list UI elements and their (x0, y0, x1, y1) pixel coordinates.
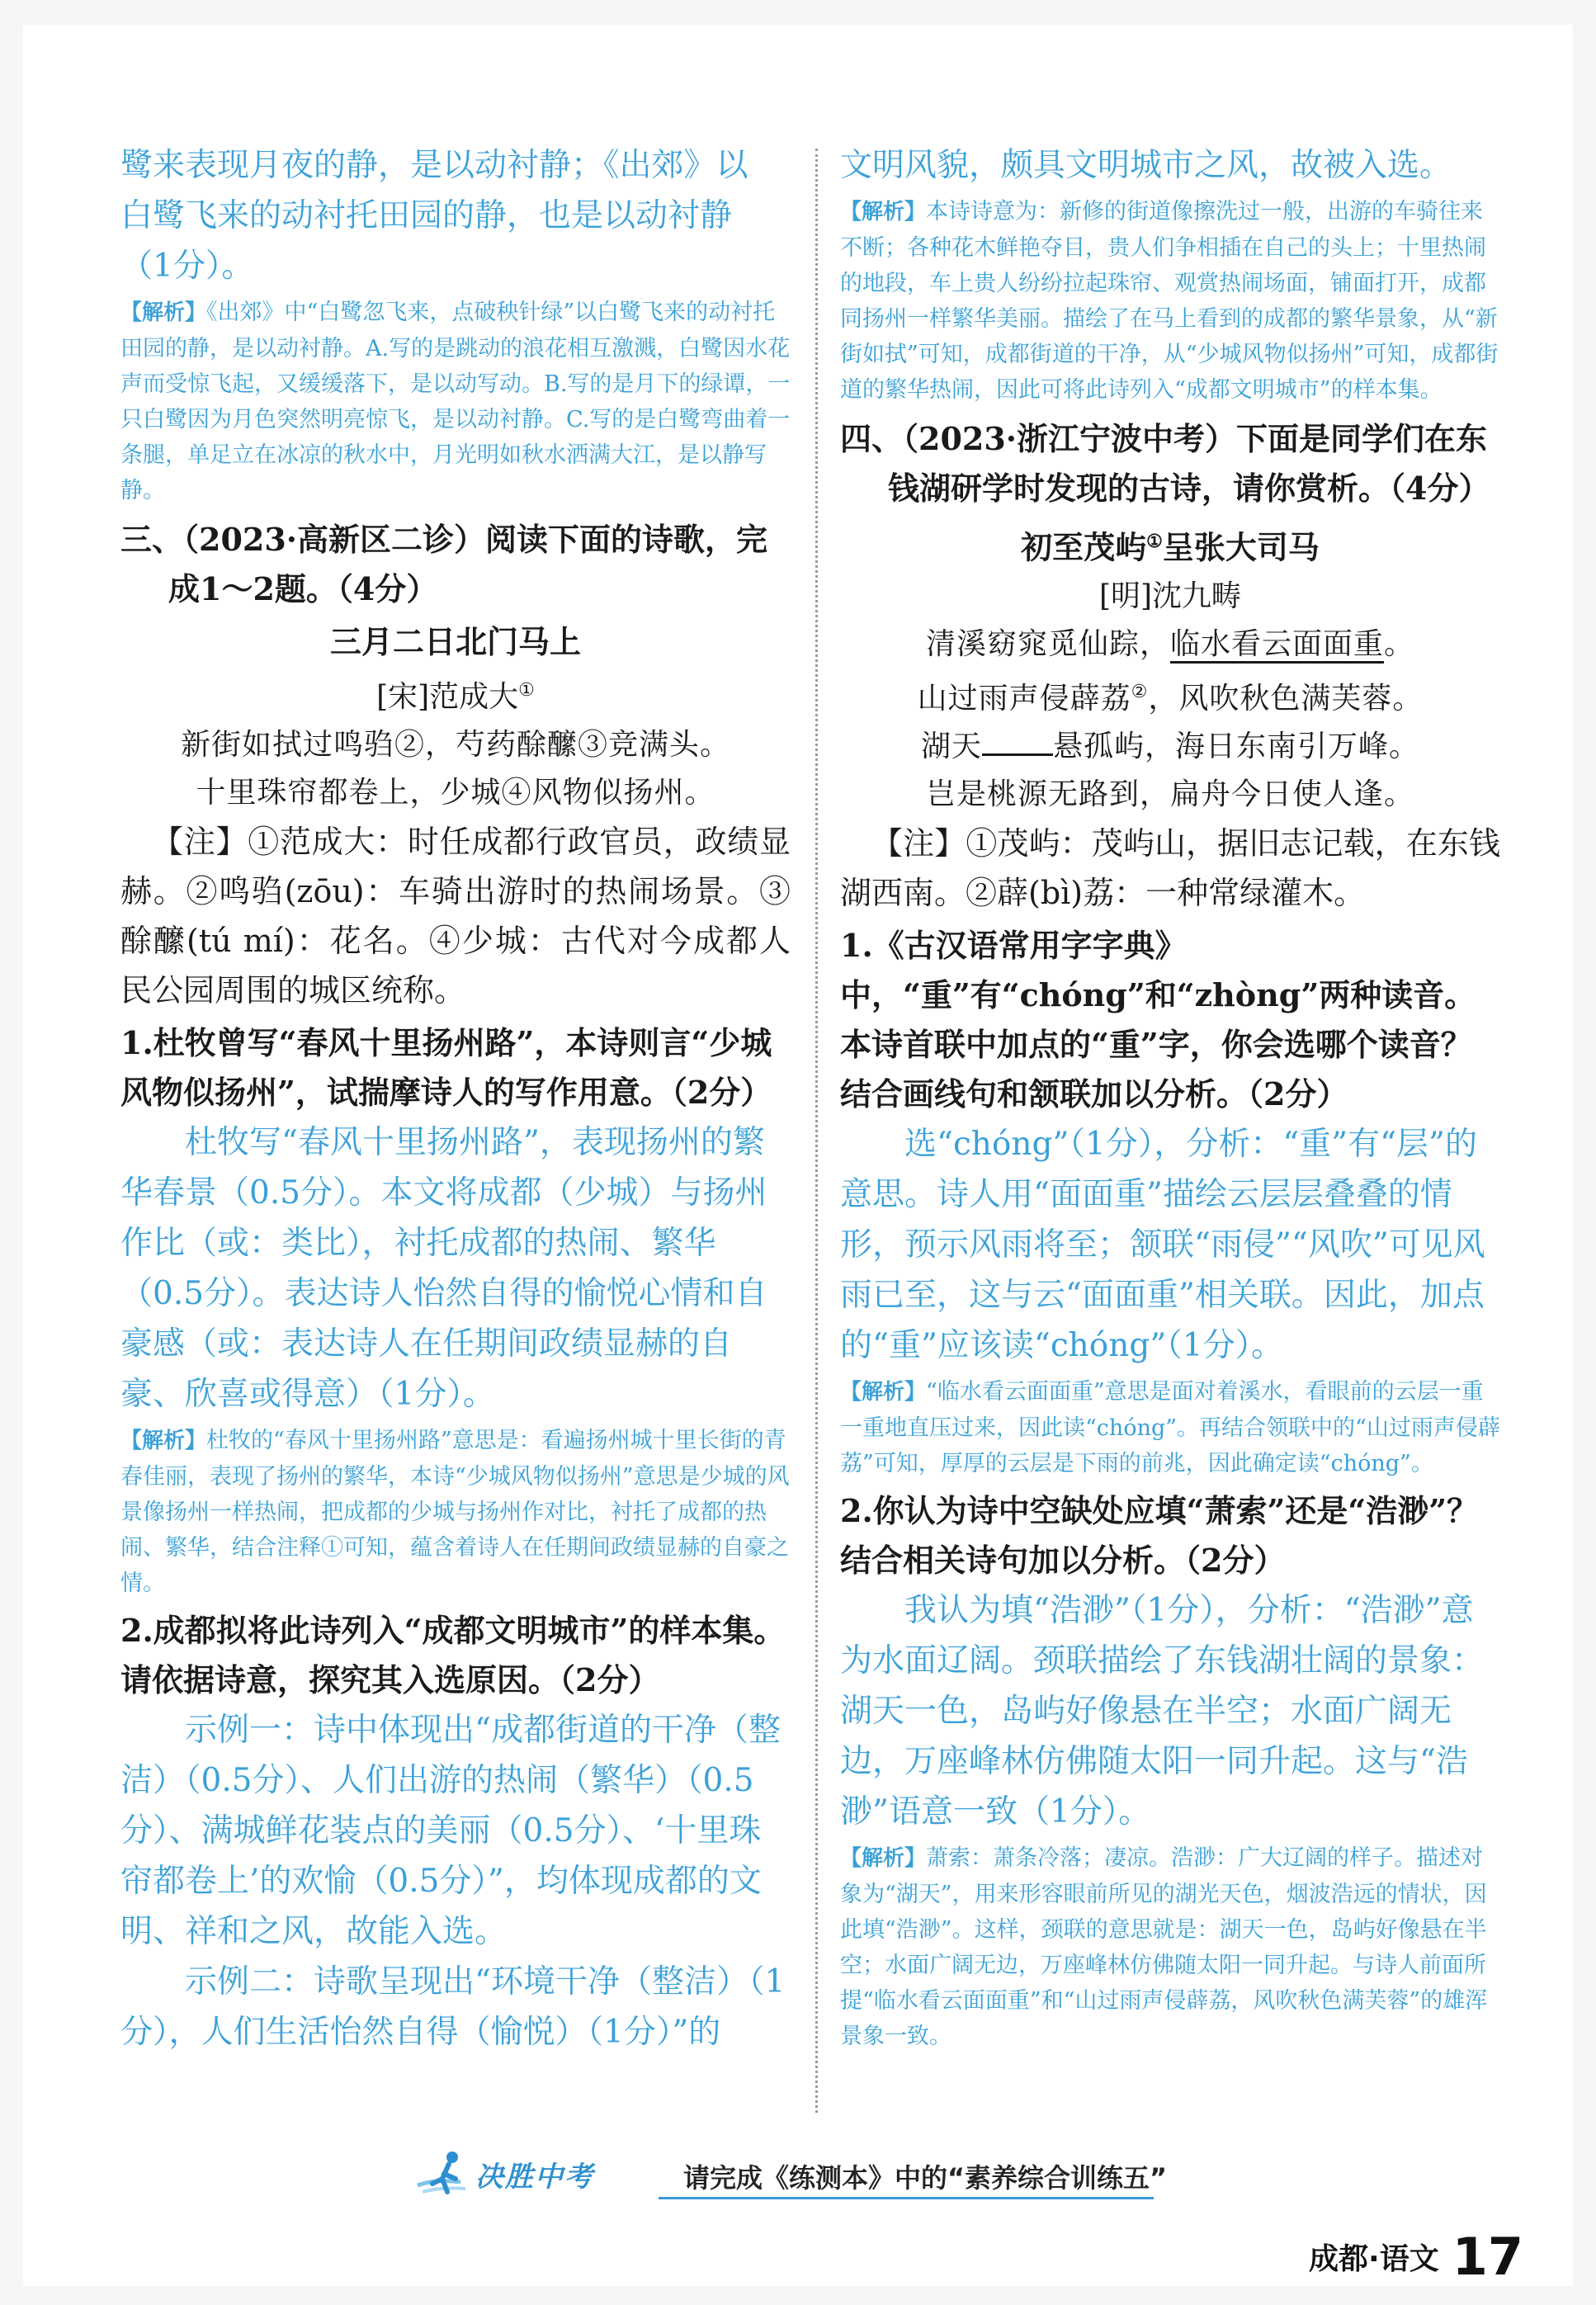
section-heading-line: 三、（2023·高新区二诊）阅读下面的诗歌，完 (120, 521, 767, 558)
poem-author: [宋]范成大① (376, 680, 535, 714)
analysis-note (840, 194, 1500, 408)
left-column (120, 140, 791, 2057)
analysis-tag: 【解析】 (840, 1379, 927, 1405)
poem-annotation: 【注】①范成大：时任成都行政官员，政绩显赫。②鸣驺(zōu)：车骑出游时的热闹场景。③酴醿(tú mí)：花名。④少城：古代对今成都人民公园周围的城区统称。 (120, 824, 791, 1008)
poem-title: 初至茂屿①呈张大司马 (1021, 528, 1320, 566)
section-heading-line: 四、（2023·浙江宁波中考）下面是同学们在东 (840, 420, 1487, 457)
poem-line: 山过雨声侵薜荔②，风吹秋色满芙蓉。 (917, 681, 1424, 716)
workbook-reference: 请完成《练测本》中的“素养综合训练五” (683, 2162, 1168, 2194)
page-number: 17 (1452, 2227, 1523, 2287)
analysis-tag: 【解析】 (840, 1845, 927, 1871)
poem-line: 岂是桃源无路到，扁舟今日使人逢。 (925, 777, 1414, 811)
right-column (840, 140, 1500, 2059)
section-three-heading (120, 515, 791, 614)
section-heading-line: 成1～2题。（4分） (168, 570, 438, 607)
question-2: 2.成都拟将此诗列入“成都文明城市”的样本集。请依据诗意，探究其入选原因。（2分） (120, 1612, 786, 1698)
textbook-page (23, 25, 1573, 2286)
poem-annotation: 【注】①茂屿：茂屿山，据旧志记载，在东钱湖西南。②薜(bì)荔：一种常绿灌木。 (840, 824, 1500, 911)
poem-line: 清溪窈窕觅仙踪，临水看云面面重。 (840, 621, 1500, 668)
poem-line: 新街如拭过鸣驺②，芍药酴醿③竞满头。 (180, 728, 730, 762)
logo-text: 决胜中考 (475, 2161, 594, 2194)
page-info (1309, 2227, 1523, 2287)
analysis-tag: 【解析】 (120, 1429, 207, 1453)
analysis-note (840, 1840, 1500, 2054)
analysis-text: 本诗诗意为：新修的街道像擦洗过一般，出游的车骑往来不断；各种花木鲜艳夺目，贵人们争相插在自己的头上；十里热闹的地段，车上贵人纷纷拉起珠帘、观赏热闹场面，铺面打开，成都同扬州一样繁华美丽。描绘了在马上看到的成都的繁华景象，从“新街如拭”可知，成都街道的干净，从“少城风物似扬州”可知，成都街道的繁华热闹，因此可将此诗列入“成都文明城市”的样本集。 (840, 199, 1499, 403)
analysis-text: “临水看云面面重”意思是面对着溪水，看眼前的云层一重一重地直压过来，因此读“chóng”。再结合领联中的“山过雨声侵薜荔”可知，厚厚的云层是下雨的前兆，因此确定读“chóng”。 (840, 1378, 1500, 1476)
runner-logo-icon (411, 2146, 477, 2203)
analysis-text: 《出郊》中“白鹭忽飞来，点破秧针绿”以白鹭飞来的动衬托田园的静，是以动衬静。A.写的是跳动的浪花相互激溅，白鹭因水花声而受惊飞起，又缓缓落下，是以动写动。B.写的是月下的绿谭，一只白鹭因为月色突然明亮惊飞，是以动衬静。C.写的是白鹭弯曲着一条腿，单足立在冰凉的秋水中，月光明如秋水洒满大江，是以静写静。 (120, 300, 791, 503)
poem-line: 十里珠帘都卷上，少城④风物似扬州。 (196, 776, 715, 810)
analysis-tag: 【解析】 (120, 300, 207, 325)
analysis-text: 萧索：萧条冷落；凄凉。浩渺：广大辽阔的样子。描述对象为“湖天”，用来形容眼前所见的湖光天色，烟波浩远的情状，因此填“浩渺”。这样，颈联的意思就是：湖天一色，岛屿好像悬在半空；水面广阔无边，万座峰林仿佛随太阳一同升起。与诗人前面所提“临水看云面面重”和“山过雨声侵薜荔，风吹秋色满芙蓉”的雄浑景象一致。 (840, 1844, 1488, 2049)
analysis-note (120, 1423, 791, 1601)
answer-2-example-2: 示例二：诗歌呈现出“环境干净（整洁）（1分），人们生活怡然自得（愉悦）（1分）”的 (120, 1963, 786, 2051)
question-2: 2.你认为诗中空缺处应填“萧索”还是“浩渺”？结合相关诗句加以分析。（2分） (840, 1491, 1479, 1579)
answer-2: 我认为填“浩渺”（1分），分析：“浩渺”意为水面辽阔。颈联描绘了东钱湖壮阔的景象：湖天一色，岛屿好像悬在半空；水面广阔无边，万座峰林仿佛随太阳一同升起。这与“浩渺”语意一致（1分）。 (840, 1591, 1485, 1830)
question-1: 1.《古汉语常用字字典》中，“重”有“chóng”和“zhòng”两种读音。本诗首联中加点的“重”字，你会选哪个读音？结合画线句和颔联加以分析。（2分） (840, 926, 1476, 1112)
footer-underline (659, 2197, 1154, 2199)
poem-author: [明]沈九畴 (1098, 579, 1242, 613)
answer-continuation-line: 鹭来表现月夜的静，是以动衬静；《出郊》以 (120, 147, 748, 184)
footer-banner (411, 2146, 1203, 2203)
poem-line: 湖天 悬孤屿，海日东南引万峰。 (920, 729, 1420, 763)
answer-1: 杜牧写“春风十里扬州路”，表现扬州的繁华春景（0.5分）。本文将成都（少城）与扬州作比（或：类比），衬托成都的热闹、繁华（0.5分）。表达诗人怡然自得的愉悦心情和自豪感（或：表达诗人在任期间政绩显赫的自豪、欣喜或得意）（1分）。 (120, 1124, 767, 1413)
brand-logo (411, 2146, 650, 2203)
underlined-line: 临水看云面面重 (1170, 627, 1384, 664)
answer-2-example-1: 示例一：诗中体现出“成都街道的干净（整洁）（0.5分）、人们出游的热闹（繁华）（0.5分）、满城鲜花装点的美丽（0.5分）、‘十里珠帘都卷上’的欢愉（0.5分）”，均体现成都的文明、祥和之风，故能入选。 (120, 1712, 781, 1950)
analysis-tag: 【解析】 (840, 200, 927, 224)
answer-continuation-line: 白鹭飞来的动衬托田园的静，也是以动衬静 (120, 197, 733, 234)
book-label: 成都·语文 (1309, 2242, 1439, 2276)
answer-continuation-line: （1分）。 (120, 248, 254, 285)
answer-1: 选“chóng”（1分），分析：“重”有“层”的意思。诗人用“面面重”描绘云层层叠叠的情形，预示风雨将至；颔联“雨侵”“风吹”可见风雨已至，这与云“面面重”相关联。因此，加点的“重”应该读“chóng”（1分）。 (840, 1125, 1485, 1364)
analysis-note (120, 295, 791, 508)
section-four-heading (840, 414, 1500, 513)
section-heading-line: 钱湖研学时发现的古诗，请你赏析。（4分） (888, 470, 1490, 507)
column-divider (815, 149, 818, 2113)
fill-in-blank (982, 729, 1053, 756)
poem-title: 三月二日北门马上 (329, 623, 581, 660)
question-1: 1.杜牧曾写“春风十里扬州路”，本诗则言“少城风物似扬州”，试揣摩诗人的写作用意。（2分） (120, 1024, 772, 1111)
analysis-note (840, 1374, 1500, 1481)
analysis-text: 杜牧的“春风十里扬州路”意思是：看遍扬州城十里长街的青春佳丽，表现了扬州的繁华，本诗“少城风物似扬州”意思是少城的风景像扬州一样热闹，把成都的少城与扬州作对比，衬托了成都的热闹、繁华，结合注释①可知，蕴含着诗人在任期间政绩显赫的自豪之情。 (120, 1428, 790, 1596)
answer-continuation-line: 文明风貌，颇具文明城市之风，故被入选。 (840, 147, 1452, 184)
